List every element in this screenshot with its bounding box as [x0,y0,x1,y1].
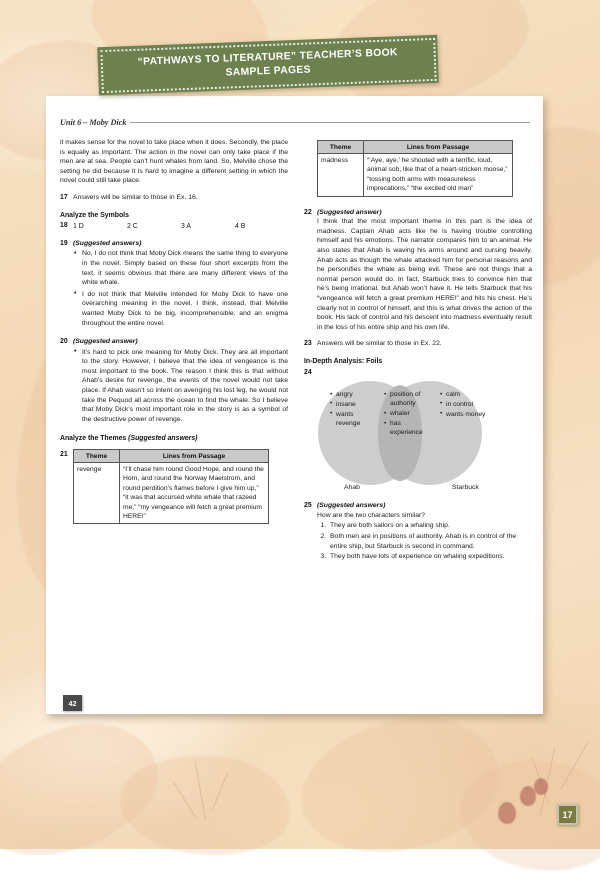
exercise-17-text: Answers will be similar to those in Ex. 16. [73,193,288,203]
exercise-18-answer-1: 1 D [73,222,127,232]
header-rule [130,122,530,123]
list-item: 2. Both men are in positions of authority. Ahab is in control of the entire ship, but Starbuck is second in command. [328,532,532,551]
exercise-20-bullets [73,348,288,425]
analyze-symbols-heading: Analyze the Symbols [60,211,288,221]
exercise-18-answer-2: 2 C [127,222,181,232]
exercise-25-number: 25 [304,501,317,563]
exercise-23-text: Answers will be similar to those in Ex. 22. [317,339,532,349]
list-item: • No, I do not think that Moby Dick means the same thing to everyone in the novel. Simply based on these four short excerpts from the text, it seems obvious that there are many different views of the white whale. [82,249,288,287]
table-cell-theme: madness [318,154,364,197]
exercise-19 [60,239,288,330]
exercise-20-label: (Suggested answer) [73,337,288,347]
analyze-themes-heading-note: (Suggested answers) [128,435,197,442]
exercise-18 [60,221,288,232]
exercise-23 [304,339,532,349]
list-item: • angry [330,390,378,399]
decorative-rosehip [498,802,516,824]
analyze-themes-heading-text: Analyze the Themes [60,435,126,442]
exercise-21-number: 21 [60,447,73,524]
banner-line-2: SAMPLE PAGES [225,63,311,80]
table-header-row [74,450,269,463]
decorative-rosehip [534,778,548,795]
list-item: • wants revenge [330,410,378,429]
exercise-20-number: 20 [60,337,73,426]
themes-table-left [73,449,269,524]
page-number-right: 17 [557,804,578,825]
venn-right-items [440,390,492,419]
exercise-23-number: 23 [304,339,317,349]
table-row [74,463,269,524]
table-header-lines: Lines from Passage [120,450,269,463]
themes-table-top-wrap [304,138,532,197]
venn-left-items [330,390,378,429]
exercise-25-label: (Suggested answers) [317,501,532,511]
list-item: • position of authority [384,390,426,409]
list-item: • wants money [440,410,492,419]
venn-center-items [384,390,426,438]
list-item: • insane [330,400,378,409]
unit-title: Unit 6 – Moby Dick [60,118,126,127]
venn-label-starbuck: Starbuck [452,484,479,491]
exercise-19-label: (Suggested answers) [73,239,288,249]
right-column [304,138,532,683]
list-item: • whaler [384,409,426,418]
table-row [318,154,513,197]
spacer [304,138,317,197]
exercise-19-bullets [73,249,288,328]
left-column [60,138,288,683]
table-header-theme: Theme [318,141,364,154]
exercise-17-number: 17 [60,193,73,203]
table-cell-lines: “I’ll chase him round Good Hope, and round the Horn, and round the Norway Maelstrom, and round perdition’s flames before I give him up,” “it was that accursed white whale that razeed me,” “my vengeance will fetch a great premium HERE!” [120,463,269,524]
exercise-22-text: I think that the most important theme in this part is the idea of madness. Captain Ahab acts like he is having trouble controlling himself and his emotions. The narrator compares him to an animal. He also states that Ahab is waving his arms around and cursing heavily. Ahab acts as though the whale attacked him for personal reasons and he personifies the whale as being evil. These are not things that a normal person would do. In fact, Starbuck tries to convince him that he’s being irrational, but Ahab won’t have it. He tells Starbuck that his “vengeance will fetch a great premium HERE!” and hits his chest. He’s clearly not in control of himself, and this is what drives the action of the book. His lack of control and his descent into madness eventually result in the loss of his entire ship and his own life. [317,217,532,332]
exercise-19-number: 19 [60,239,73,330]
exercise-18-answers [73,222,289,232]
table-header-row [318,141,513,154]
table-header-lines: Lines from Passage [364,141,513,154]
page-number-left: 42 [63,695,82,711]
list-item: 3. They both have lots of experience on whaling expeditions. [328,552,532,562]
venn-label-ahab: Ahab [344,484,360,491]
exercise-25-answers [317,521,532,561]
exercise-24 [304,368,532,498]
themes-table-right [317,140,513,197]
list-item: • has experience [384,419,426,438]
exercise-22-label: (Suggested answer) [317,208,532,218]
analyze-themes-heading [60,434,288,444]
table-header-theme: Theme [74,450,120,463]
exercise-18-answer-3: 3 A [181,222,235,232]
foils-heading: In-Depth Analysis: Foils [304,357,532,367]
exercise-17 [60,193,288,203]
continued-paragraph: it makes sense for the novel to take place when it does. Secondly, the place is equally as important. The action in the novel can only take place if the men are at sea. People can’t hunt whales from land. So, Melville chose the setting he did because it is hard to imagine a different setting in which the novel could still take place. [60,138,288,186]
exercise-18-answer-4: 4 B [235,222,289,232]
list-item: • I do not think that Melville intended for Moby Dick to have one overarching meaning in the novel. I think, instead, that Melville wanted Moby Dick to be big, incomprehensible, and an enigma throughout the entire novel. [82,290,288,328]
banner-line-1: “PATHWAYS TO LITERATURE” TEACHER’S BOOK [137,46,398,70]
list-item: 1. They are both sailors on a whaling ship. [328,521,532,531]
exercise-20 [60,337,288,426]
exercise-25 [304,501,532,563]
list-item: • in control [440,400,492,409]
list-item: • calm [440,390,492,399]
exercise-21 [60,447,288,524]
table-cell-lines: “‘Aye, aye,’ he shouted with a terrific, loud, animal sob, like that of a heart-stricken moose,” “tossing both arms with measureless imprecations,” “the excited old man” [364,154,513,197]
unit-header [60,118,530,127]
exercise-18-number: 18 [60,221,73,232]
two-column-body [60,138,532,683]
list-item: • It’s hard to pick one meaning for Moby Dick. They are all important to the story. However, I believe that the idea of vengeance is the most important to the book. The reason I think this is that without Ahab’s desire for revenge, the events of the novel would not take place. If Ahab wasn’t so intent on avenging his lost leg, he would not take the Pequod all across the ocean to find the whale. So I believe that Moby Dick’s most important role in the story is as a symbol of the destructive power of revenge. [82,348,288,425]
table-cell-theme: revenge [74,463,120,524]
exercise-25-question: How are the two characters similar? [317,511,532,521]
exercise-24-number: 24 [304,368,317,378]
exercise-22 [304,208,532,333]
exercise-22-number: 22 [304,208,317,333]
venn-diagram [304,379,532,497]
